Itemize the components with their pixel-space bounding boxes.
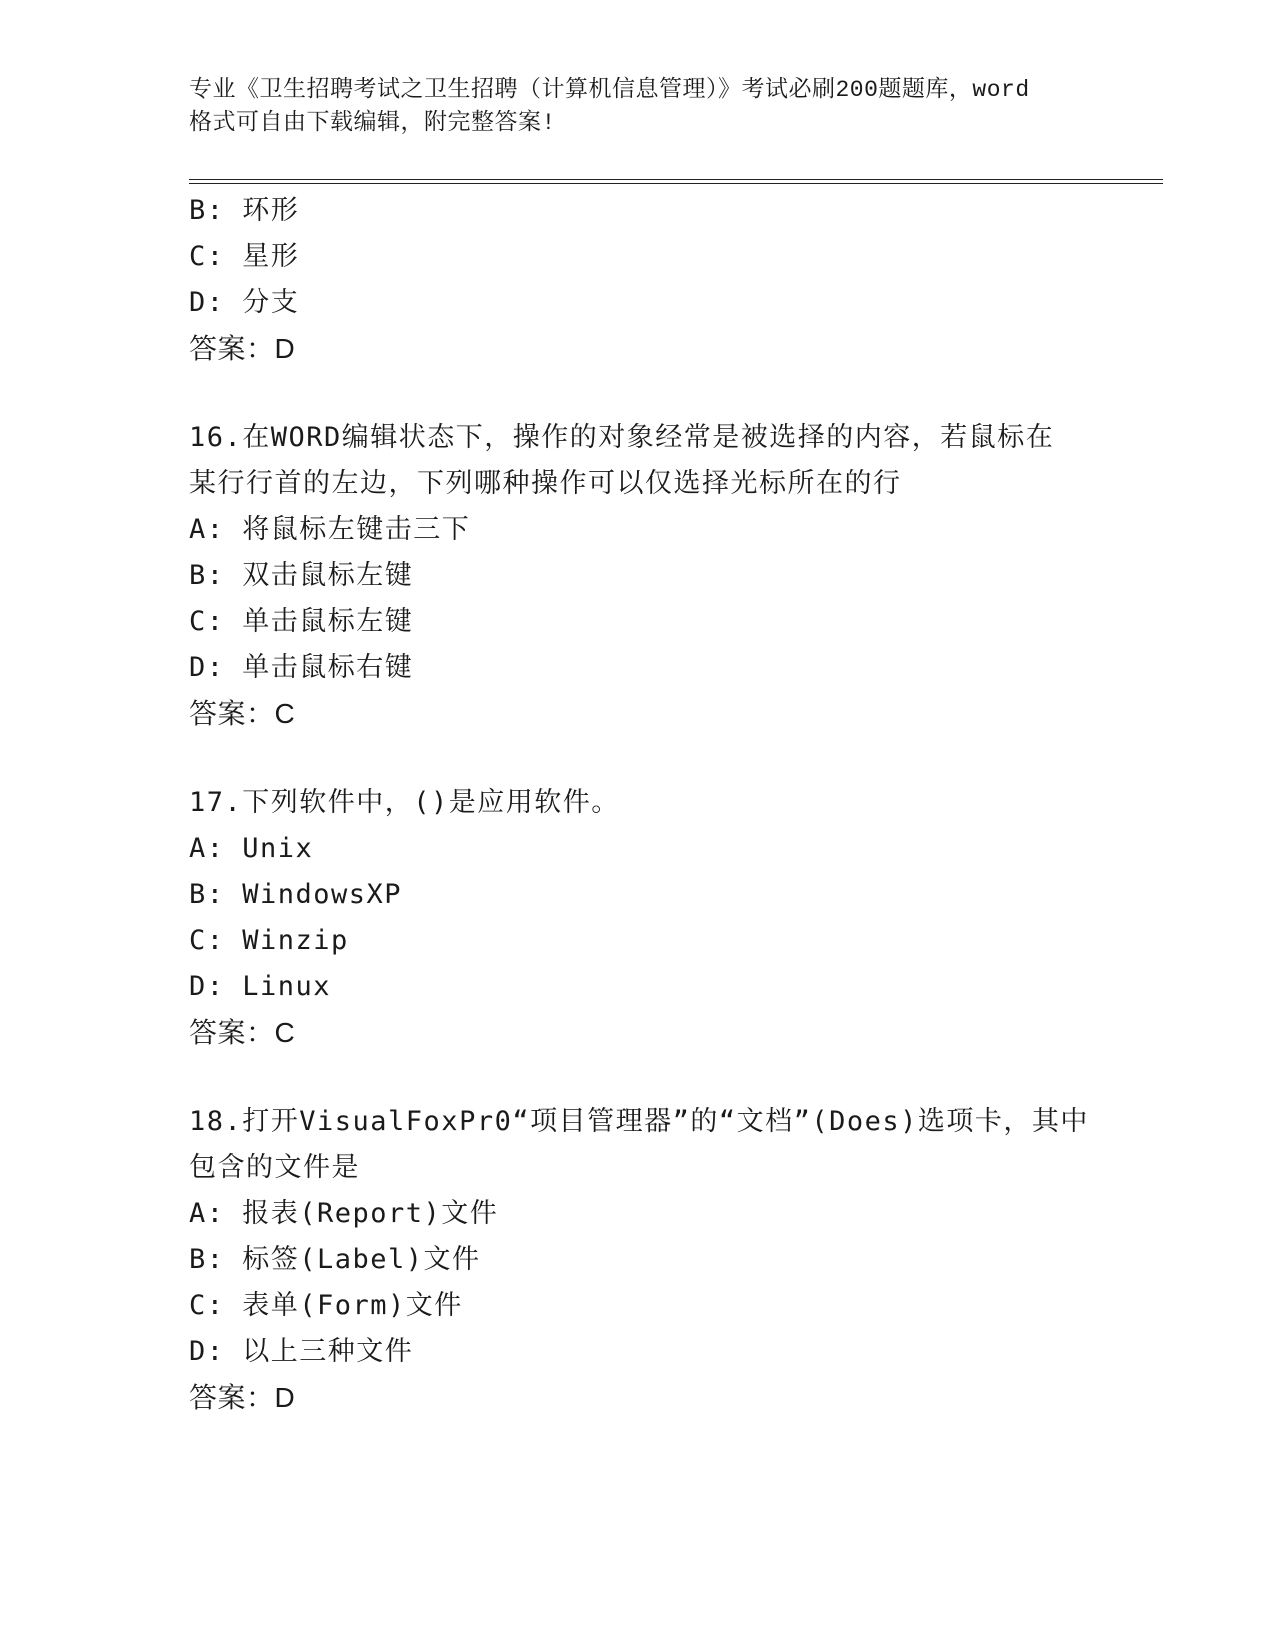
option-a: A: Unix [189, 833, 314, 864]
answer-line: 答案：D [189, 1382, 296, 1413]
question-stem-line: 18.打开VisualFoxPr0“项目管理器”的“文档”(Does)选项卡，其中 [189, 1106, 1089, 1137]
header-line-1: 专业《卫生招聘考试之卫生招聘（计算机信息管理）》考试必刷200题题库，word [189, 77, 1030, 103]
option-b: B: WindowsXP [189, 879, 403, 910]
header-divider-bottom [189, 183, 1163, 184]
answer-line: 答案：D [189, 333, 296, 364]
question-16 [189, 415, 1139, 737]
question-spacer [189, 372, 1139, 415]
option-c: C: 单击鼠标左键 [189, 606, 414, 637]
question-list [189, 188, 1139, 1421]
question-stem-line: 16.在WORD编辑状态下，操作的对象经常是被选择的内容，若鼠标在 [189, 422, 1055, 453]
header-divider-top [189, 179, 1163, 180]
question-spacer [189, 1056, 1139, 1099]
question-stem-line: 某行行首的左边，下列哪种操作可以仅选择光标所在的行 [189, 468, 902, 499]
option-d: D: 分支 [189, 287, 300, 318]
answer-line: 答案：C [189, 698, 296, 729]
question-15-tail [189, 188, 1139, 372]
option-d: D: 以上三种文件 [189, 1336, 414, 1367]
option-b: B: 双击鼠标左键 [189, 560, 414, 591]
option-c: C: 表单(Form)文件 [189, 1290, 463, 1321]
header-line-2: 格式可自由下载编辑，附完整答案! [189, 110, 556, 136]
option-d: D: Linux [189, 971, 332, 1002]
question-stem-line: 17.下列软件中，()是应用软件。 [189, 787, 620, 818]
option-a: A: 报表(Report)文件 [189, 1198, 499, 1229]
option-d: D: 单击鼠标右键 [189, 652, 414, 683]
question-18 [189, 1099, 1139, 1421]
document-header [189, 74, 1089, 140]
question-stem-line: 包含的文件是 [189, 1152, 360, 1183]
answer-line: 答案：C [189, 1017, 296, 1048]
question-17 [189, 780, 1139, 1056]
option-b: B: 标签(Label)文件 [189, 1244, 481, 1275]
question-spacer [189, 737, 1139, 780]
option-a: A: 将鼠标左键击三下 [189, 514, 471, 545]
option-b: B: 环形 [189, 195, 300, 226]
option-c: C: 星形 [189, 241, 300, 272]
option-c: C: Winzip [189, 925, 349, 956]
